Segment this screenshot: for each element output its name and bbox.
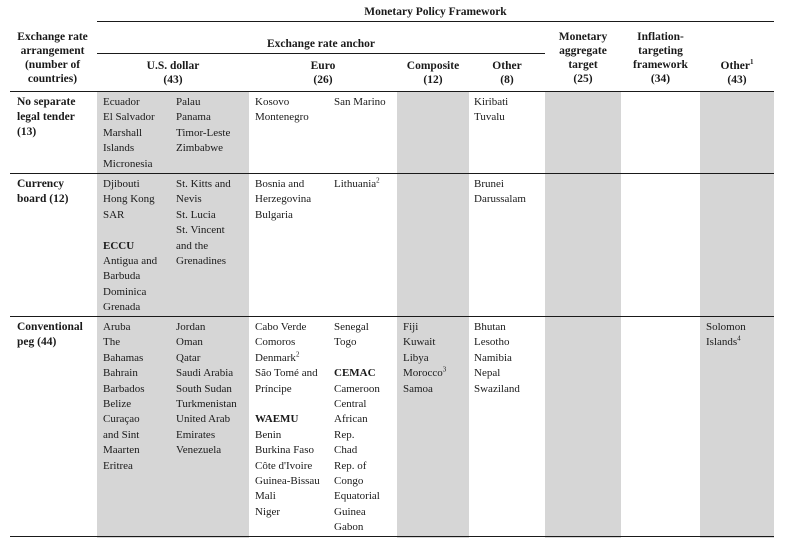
composite-countries-a: Fiji Kuwait Libya: [403, 321, 436, 364]
conventional-peg-composite-list: [403, 320, 446, 397]
composite-header: Composite (12): [406, 60, 460, 86]
currency-board-usd-list-1: [103, 177, 157, 316]
monetary-policy-framework-header: Monetary Policy Framework: [364, 6, 507, 18]
denmark-entry: Denmark: [255, 351, 296, 364]
conventional-peg-other-framework-list: [706, 320, 746, 351]
other-anchor-header: Other (8): [492, 60, 522, 86]
lithuania-entry: Lithuania: [334, 178, 377, 190]
waemu-group-label: WAEMU: [255, 413, 299, 426]
samoa-entry: Samoa: [403, 382, 433, 395]
euro-peg-countries-d: Senegal Togo: [334, 321, 369, 349]
footnote-marker: 3: [442, 365, 447, 374]
footnote-marker: 4: [737, 334, 741, 343]
currency-board-usd-list-2: St. Kitts and Nevis St. Lucia St. Vincent and the Grenadines: [176, 178, 231, 268]
solomon-islands-entry: Solomon Islands: [706, 321, 746, 349]
no-separate-other-anchor-list: Kiribati Tuvalu: [474, 96, 509, 124]
exchange-rate-arrangement-header: Exchange rate arrangement (number of countries): [17, 31, 88, 85]
currency-board-other-anchor-list: Brunei Darussalam: [474, 178, 526, 206]
conventional-peg-euro-list-1: [255, 320, 320, 520]
row-label-conventional-peg: Conventional peg (44): [17, 321, 83, 348]
footnote-marker: 1: [749, 58, 754, 67]
exchange-rate-anchor-header: Exchange rate anchor: [267, 38, 375, 50]
inflation-targeting-header: Inflation- targeting framework (34): [633, 31, 688, 85]
conventional-peg-euro-list-2: [334, 320, 380, 536]
monetary-aggregate-header: Monetary aggregate target (25): [558, 31, 608, 85]
rule-under-anchor-title: [97, 53, 545, 54]
no-separate-usd-list-2: Palau Panama Timor-Leste Zimbabwe: [176, 96, 231, 155]
usd-header: U.S. dollar (43): [146, 60, 200, 86]
other-framework-label: Other: [720, 60, 750, 72]
currency-board-euro-list-2: [334, 177, 380, 192]
row-label-currency-board: Currency board (12): [17, 178, 69, 205]
other-framework-count: (43): [727, 74, 747, 86]
euro-header: Euro (26): [310, 60, 336, 86]
cemac-countries: Cameroon Central African Rep. Chad Rep. of Congo Equatorial Guinea Gabon: [334, 382, 380, 534]
conventional-peg-usd-list-1: Aruba The Bahamas Bahrain Barbados Belize Curaçao and Sint Maarten Eritrea: [103, 321, 145, 472]
other-framework-header: [700, 59, 774, 87]
currency-board-usd-countries: Djibouti Hong Kong SAR: [103, 178, 155, 221]
footnote-marker: 2: [295, 350, 300, 359]
header-bottom-rule: [10, 91, 774, 92]
eccu-group-label: ECCU: [103, 239, 135, 252]
euro-peg-countries-c: São Tomé and Príncipe: [255, 367, 318, 395]
row-label-no-separate-legal-tender: No separate legal tender (13): [17, 96, 76, 138]
rule-under-framework-title: [97, 21, 774, 22]
footnote-marker: 2: [376, 176, 380, 185]
no-separate-euro-list-2: San Marino: [334, 96, 386, 108]
monetary-aggregate-column-shading: [545, 92, 621, 538]
no-separate-euro-list-1: Kosovo Montenegro: [255, 96, 309, 124]
morocco-entry: Morocco: [403, 367, 443, 380]
cemac-group-label: CEMAC: [334, 367, 376, 380]
conventional-peg-usd-list-2: Jordan Oman Qatar Saudi Arabia South Sudan Turkmenistan United Arab Emirates Venezuela: [176, 321, 237, 457]
waemu-countries: Benin Burkina Faso Côte d'Ivoire Guinea-Bissau Mali Niger: [255, 428, 320, 518]
composite-column-shading: [397, 92, 469, 538]
currency-board-euro-list-1: Bosnia and Herzegovina Bulgaria: [255, 178, 312, 221]
no-separate-usd-list-1: Ecuador El Salvador Marshall Islands Micronesia: [103, 96, 155, 170]
conventional-peg-other-anchor-list: Bhutan Lesotho Namibia Nepal Swaziland: [474, 321, 520, 395]
row-separator-1: [10, 173, 774, 174]
eccu-countries: Antigua and Barbuda Dominica Grenada: [103, 255, 158, 314]
other-framework-column-shading: [700, 92, 774, 538]
row-separator-2: [10, 316, 774, 317]
euro-peg-countries-a: Cabo Verde Comoros: [255, 321, 307, 349]
